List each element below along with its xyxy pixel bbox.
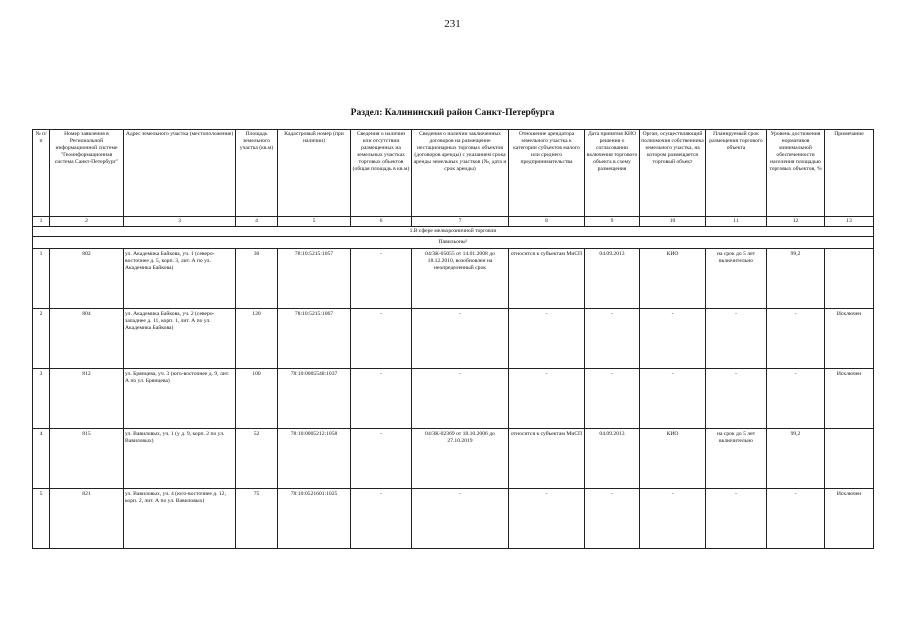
cell-level: - <box>767 489 825 549</box>
cell-cadastral: 78:10:0005212:1058 <box>278 429 351 489</box>
column-number: 1 <box>33 217 50 227</box>
cell-term: на срок до 5 лет включительно <box>706 429 767 489</box>
cell-level: 99,2 <box>767 249 825 309</box>
column-header: Площадь земельного участка (кв.м) <box>236 130 278 217</box>
column-header: Номер заявления в Региональной информационной системе "Геоинформационная система Санкт-Петербург" <box>50 130 124 217</box>
cell-address: ул. Вавиловых, уч. 1 (у д. 9, корп. 2 по ул. Вавиловых) <box>124 429 236 489</box>
column-number: 8 <box>509 217 585 227</box>
cell-registry-id: 815 <box>50 429 124 489</box>
column-number: 7 <box>412 217 509 227</box>
cell-smb: - <box>509 309 585 369</box>
column-header: Сведения о наличии заключенных договоров на размещение нестационарных торговых объектов (договоров аренды) с указанием срока аренды земельных участков (№, дата и срок аренды) <box>412 130 509 217</box>
cell-date: - <box>585 309 640 369</box>
cell-date: 04.09.2013 <box>585 429 640 489</box>
column-number: 6 <box>351 217 412 227</box>
cell-number: 3 <box>33 369 50 429</box>
register-table <box>32 129 874 549</box>
column-header: Кадастровый номер (при наличии) <box>278 130 351 217</box>
column-header: Примечание <box>825 130 874 217</box>
cell-term: - <box>706 489 767 549</box>
cell-area: 100 <box>236 369 278 429</box>
cell-address: ул. Академика Байкова, уч. 1 (северо-восточнее д. 5, корп. 3, лит. А по ул. Академика Байкова) <box>124 249 236 309</box>
column-number: 10 <box>640 217 706 227</box>
cell-cadastral: 78:10:0005548:1037 <box>278 369 351 429</box>
cell-cadastral: 78:10:5215:1057 <box>278 249 351 309</box>
cell-cadastral: 78:10:5215:1067 <box>278 309 351 369</box>
group-label: 1.В сфере мелкорозничной торговли <box>33 227 874 237</box>
subgroup-row <box>33 237 874 249</box>
cell-registry-id: 804 <box>50 309 124 369</box>
cell-authority: КИО <box>640 249 706 309</box>
cell-number: 5 <box>33 489 50 549</box>
cell-contract: 04/ЗК-02369 от 18.10.2006 до 27.10.2019 <box>412 429 509 489</box>
column-number: 11 <box>706 217 767 227</box>
cell-area: 30 <box>236 249 278 309</box>
table-row <box>33 429 874 489</box>
column-header: Адрес земельного участка (местоположение) <box>124 130 236 217</box>
column-number: 5 <box>278 217 351 227</box>
group-row <box>33 227 874 237</box>
cell-smb: - <box>509 489 585 549</box>
column-header: Планируемый срок размещения торгового объекта <box>706 130 767 217</box>
cell-term: на срок до 5 лет включительно <box>706 249 767 309</box>
column-number: 13 <box>825 217 874 227</box>
table-row <box>33 369 874 429</box>
cell-level: - <box>767 369 825 429</box>
column-number: 12 <box>767 217 825 227</box>
page-number: 231 <box>444 18 461 30</box>
cell-authority: - <box>640 489 706 549</box>
cell-smb: - <box>509 369 585 429</box>
cell-address: ул. Академика Байкова, уч. 2 (северо-западнее д. 11, корп. 1, лит. А по ул. Академика Байкова) <box>124 309 236 369</box>
column-number: 9 <box>585 217 640 227</box>
cell-note: Исключен <box>825 489 874 549</box>
cell-authority: - <box>640 369 706 429</box>
column-header: № п/п <box>33 130 50 217</box>
cell-note <box>825 429 874 489</box>
cell-note: Исключен <box>825 369 874 429</box>
cell-smb: относится к субъектам МиСП <box>509 249 585 309</box>
column-number-row <box>33 217 874 227</box>
cell-date: 04.09.2013 <box>585 249 640 309</box>
table-row <box>33 249 874 309</box>
cell-area: 52 <box>236 429 278 489</box>
table-row <box>33 489 874 549</box>
cell-address: ул. Вавиловых, уч. 4 (юго-восточнее д. 12, корп. 2, лит. А по ул. Вавиловых) <box>124 489 236 549</box>
cell-contract: 04/ЗК-05055 от 14.01.2008 до 18.12.2010, возобновлен на неопределенный срок <box>412 249 509 309</box>
cell-contract: - <box>412 309 509 369</box>
cell-registry-id: 812 <box>50 369 124 429</box>
cell-registry-id: 821 <box>50 489 124 549</box>
cell-registry-id: 802 <box>50 249 124 309</box>
cell-objects: - <box>351 429 412 489</box>
table-row <box>33 309 874 369</box>
cell-note: Исключен <box>825 309 874 369</box>
cell-objects: - <box>351 489 412 549</box>
cell-term: - <box>706 309 767 369</box>
cell-term: - <box>706 369 767 429</box>
header-row <box>33 130 874 217</box>
column-number: 2 <box>50 217 124 227</box>
cell-objects: - <box>351 309 412 369</box>
cell-date: - <box>585 489 640 549</box>
cell-contract: - <box>412 489 509 549</box>
cell-number: 1 <box>33 249 50 309</box>
cell-address: ул. Брянцева, уч. 3 (юго-восточнее д. 9, лит. А по ул. Брянцева) <box>124 369 236 429</box>
subgroup-label: Павильоны² <box>33 237 874 249</box>
section-title: Раздел: Калининский район Санкт-Петербурга <box>350 108 555 118</box>
column-header: Орган, осуществляющий полномочия собственника земельного участка, на котором размещается торговый объект <box>640 130 706 217</box>
column-header: Дата принятия КИО решения о согласовании включения торгового объекта в схему размещения <box>585 130 640 217</box>
cell-area: 75 <box>236 489 278 549</box>
cell-date: - <box>585 369 640 429</box>
cell-cadastral: 78:10:0521601:1025 <box>278 489 351 549</box>
cell-authority: КИО <box>640 429 706 489</box>
cell-contract: - <box>412 369 509 429</box>
cell-area: 120 <box>236 309 278 369</box>
cell-smb: относится к субъектам МиСП <box>509 429 585 489</box>
column-header: Уровень достижения нормативов минимальной обеспеченности населения площадью торговых объектов, % <box>767 130 825 217</box>
cell-objects: - <box>351 249 412 309</box>
column-header: Отношение арендатора земельного участка к категории субъектов малого или среднего предпринимательства <box>509 130 585 217</box>
cell-authority: - <box>640 309 706 369</box>
column-header: Сведения о наличии или отсутствии размещенных на земельных участках торговых объектов (общая площадь в кв.м) <box>351 130 412 217</box>
cell-level: - <box>767 309 825 369</box>
column-number: 4 <box>236 217 278 227</box>
cell-objects: - <box>351 369 412 429</box>
cell-level: 99,2 <box>767 429 825 489</box>
column-number: 3 <box>124 217 236 227</box>
cell-note <box>825 249 874 309</box>
cell-number: 4 <box>33 429 50 489</box>
cell-number: 2 <box>33 309 50 369</box>
